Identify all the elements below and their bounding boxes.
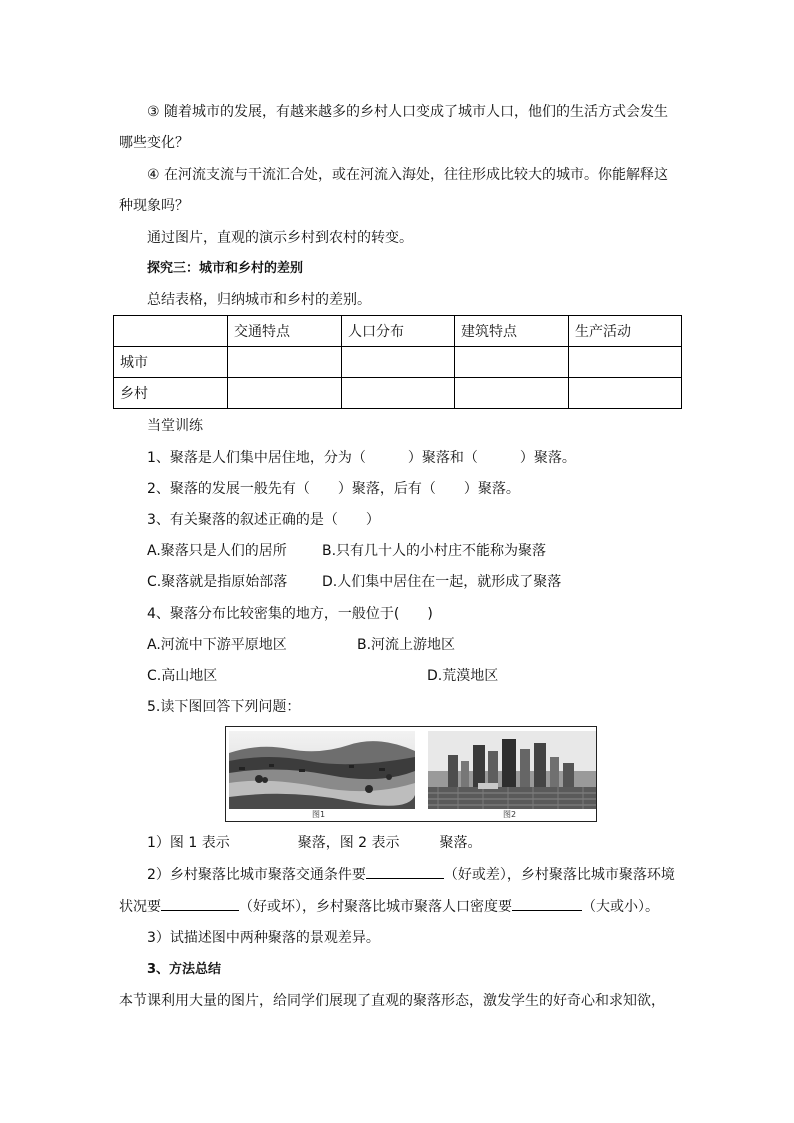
exercise-q4-option-a: A.河流中下游平原地区 (147, 637, 287, 653)
question-4-line-1: ④ 在河流支流与干流汇合处，或在河流入海处，往往形成比较大的城市。你能解释这 (147, 167, 668, 183)
figure-1-caption: 图1 (312, 810, 326, 819)
sub2-part-a: 2）乡村聚落比城市聚落交通条件要 (147, 867, 366, 883)
table-cell (228, 378, 342, 409)
sub2-part-d: （好或坏），乡村聚落比城市聚落人口密度要 (239, 899, 512, 915)
table-header-cell: 交通特点 (228, 316, 342, 347)
table-cell (228, 347, 342, 378)
question-3-line-1: ③ 随着城市的发展，有越来越多的乡村人口变成了城市人口，他们的生活方式会发生 (147, 104, 668, 120)
sub1-part-a: 1）图 1 表示 (147, 835, 230, 851)
table-cell (342, 347, 455, 378)
exercise-q4-option-d: D.荒漠地区 (427, 668, 499, 684)
exercise-q3-option-c: C.聚落就是指原始部落 (147, 574, 288, 590)
table-header-cell (114, 316, 228, 347)
figure-2-caption: 图2 (503, 810, 517, 819)
exercise-q1: 1、聚落是人们集中居住地，分为（ ）聚落和（ ）聚落。 (147, 450, 576, 466)
sub2-part-b: （好或差），乡村聚落比城市聚落环境 (443, 867, 675, 883)
table-cell (455, 378, 569, 409)
urban-settlement-image (428, 731, 596, 809)
answer-blank[interactable] (512, 896, 582, 911)
comparison-table (113, 315, 682, 409)
exercise-q3-option-b: B.只有几十人的小村庄不能称为聚落 (322, 543, 547, 559)
table-cell (455, 347, 569, 378)
exercise-q5-sub3: 3）试描述图中两种聚落的景观差异。 (147, 930, 380, 946)
exercise-q5: 5.读下图回答下列问题： (147, 699, 301, 715)
exercise-title: 当堂训练 (147, 418, 203, 434)
exercise-q2: 2、聚落的发展一般先有（ ）聚落，后有（ ）聚落。 (147, 481, 520, 497)
answer-blank[interactable] (161, 896, 239, 911)
exercise-q5-sub2-line1 (147, 864, 675, 885)
intro-text: 通过图片，直观的演示乡村到农村的转变。 (147, 230, 413, 246)
exercise-q3-option-a: A.聚落只是人们的居所 (147, 543, 287, 559)
rural-settlement-image (229, 731, 415, 809)
sub2-part-e: （大或小）。 (582, 899, 659, 915)
sub1-part-c: 聚落。 (439, 835, 482, 851)
settlement-figures (225, 726, 597, 822)
method-text: 本节课利用大量的图片，给同学们展现了直观的聚落形态，激发学生的好奇心和求知欲， (119, 993, 665, 1009)
question-3-line-2: 哪些变化？ (119, 135, 189, 151)
table-header-cell: 建筑特点 (455, 316, 569, 347)
exercise-q4-option-c: C.高山地区 (147, 668, 218, 684)
answer-blank[interactable] (366, 864, 444, 879)
exercise-q4-option-b: B.河流上游地区 (357, 637, 456, 653)
table-row-label: 城市 (114, 347, 228, 378)
sub1-part-b: 聚落，图 2 表示 (297, 835, 400, 851)
table-row (114, 378, 682, 409)
sub2-part-c: 状况要 (119, 899, 161, 915)
table-row-label: 乡村 (114, 378, 228, 409)
table-header-cell: 人口分布 (342, 316, 455, 347)
method-title: 3、方法总结 (147, 962, 222, 977)
table-header-cell: 生产活动 (569, 316, 682, 347)
exercise-q4: 4、聚落分布比较密集的地方，一般位于( ) (147, 606, 433, 622)
table-cell (569, 378, 682, 409)
exercise-q3: 3、有关聚落的叙述正确的是（ ） (147, 512, 380, 528)
table-cell (342, 378, 455, 409)
exercise-q5-sub2-line2 (119, 896, 659, 917)
table-row (114, 347, 682, 378)
table-intro: 总结表格，归纳城市和乡村的差别。 (147, 292, 371, 308)
exercise-q3-option-d: D.人们集中居住在一起，就形成了聚落 (322, 574, 562, 590)
question-4-line-2: 种现象吗？ (119, 198, 189, 214)
exercise-q5-sub1 (147, 833, 482, 853)
table-cell (569, 347, 682, 378)
table-header-row (114, 316, 682, 347)
section-3-title: 探究三：城市和乡村的差别 (147, 261, 304, 276)
